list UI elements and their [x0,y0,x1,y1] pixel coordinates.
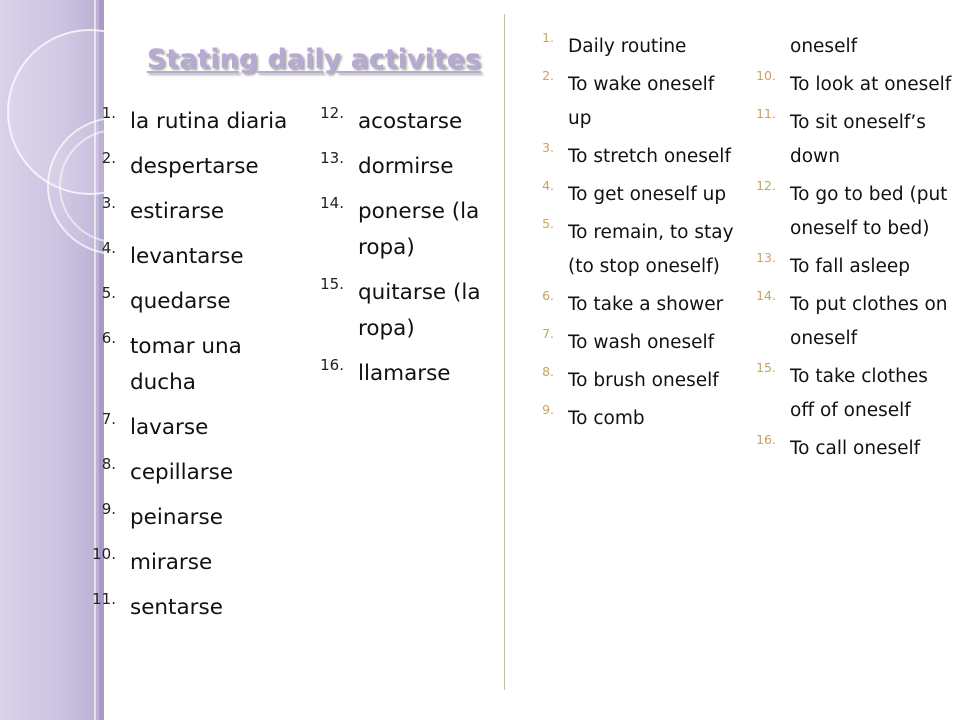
list-item [320,149,508,185]
item-text: sentarse [130,595,223,620]
list-item [101,149,295,185]
item-text: To wash oneself [568,332,715,353]
item-number: 6. [101,329,116,347]
item-text: cepillarse [130,460,234,485]
list-item [101,194,295,230]
item-text: To comb [568,408,645,429]
item-number: 14. [320,194,344,212]
list-item [542,140,738,174]
list-item [101,239,295,275]
list-item [542,288,738,322]
item-number: 15. [756,360,776,375]
list-item [542,326,738,360]
item-text: acostarse [358,109,463,134]
item-number: 16. [756,432,776,447]
item-number: 5. [101,284,116,302]
item-number: 9. [101,500,116,518]
list-item [756,360,952,428]
item-text: ponerse (la ropa) [358,199,480,260]
item-text: oneself [790,36,858,57]
item-number: 16. [320,356,344,374]
list-item [92,590,295,626]
item-text: levantarse [130,244,244,269]
list-item [542,178,738,212]
item-number: 10. [92,545,116,563]
item-number: 3. [542,140,554,155]
item-number: 8. [542,364,554,379]
list-item [320,275,508,347]
item-text: despertarse [130,154,259,179]
item-number: 5. [542,216,554,231]
item-text: To stretch oneself [568,146,731,167]
item-number: 12. [320,104,344,122]
list-item [542,364,738,398]
item-number: 12. [756,178,776,193]
list-item [101,500,295,536]
item-number: 11. [756,106,776,121]
item-number: 7. [101,410,116,428]
item-number: 10. [756,68,776,83]
item-text: estirarse [130,199,225,224]
item-text: tomar una ducha [130,334,242,395]
list-item [92,545,295,581]
item-text: To sit oneself’s down [790,112,926,167]
list-item [756,106,952,174]
list-item [756,432,952,466]
item-number: 8. [101,455,116,473]
item-number: 11. [92,590,116,608]
list-item [101,329,295,401]
item-text: To go to bed (put oneself to bed) [790,184,948,239]
list-item [756,250,952,284]
item-text: peinarse [130,505,223,530]
item-text: To take clothes off of oneself [790,366,928,421]
item-number: 15. [320,275,344,293]
item-text: To fall asleep [790,256,910,277]
english-list-column-2 [756,30,952,470]
list-item [101,104,295,140]
item-number: 7. [542,326,554,341]
item-number: 13. [756,250,776,265]
item-number: 2. [542,68,554,83]
list-item [542,402,738,436]
item-text: To wake oneself up [568,74,715,129]
item-text: To look at oneself [790,74,952,95]
item-number: 9. [542,402,554,417]
list-item [320,356,508,392]
list-item [542,216,738,284]
item-text: To remain, to stay (to stop oneself) [568,222,734,277]
item-text: lavarse [130,415,209,440]
item-text: dormirse [358,154,454,179]
item-text: To brush oneself [568,370,719,391]
list-item [320,194,508,266]
item-text: To call oneself [790,438,921,459]
list-item [101,410,295,446]
list-item [756,68,952,102]
item-number: 6. [542,288,554,303]
spanish-list-column-2 [320,104,508,401]
item-text: quitarse (la ropa) [358,280,481,341]
list-item [101,455,295,491]
item-text: Daily routine [568,36,687,57]
item-text: llamarse [358,361,451,386]
item-number: 13. [320,149,344,167]
list-item-continuation [790,30,952,64]
item-text: To put clothes on oneself [790,294,948,349]
item-text: mirarse [130,550,213,575]
item-number: 4. [542,178,554,193]
item-number: 3. [101,194,116,212]
spanish-list-column-1 [92,104,295,635]
list-item [542,30,738,64]
list-item [542,68,738,136]
list-item [101,284,295,320]
item-number: 4. [101,239,116,257]
item-text: la rutina diaria [130,109,288,134]
item-number: 2. [101,149,116,167]
item-text: quedarse [130,289,231,314]
list-item [320,104,508,140]
list-item [756,178,952,246]
slide-title: Stating daily activites [146,44,482,75]
item-number: 1. [542,30,554,45]
list-item [756,288,952,356]
english-list-column-1 [542,30,738,440]
item-text: To take a shower [568,294,724,315]
column-divider [504,14,505,690]
item-number: 1. [101,104,116,122]
item-text: To get oneself up [568,184,727,205]
item-number: 14. [756,288,776,303]
